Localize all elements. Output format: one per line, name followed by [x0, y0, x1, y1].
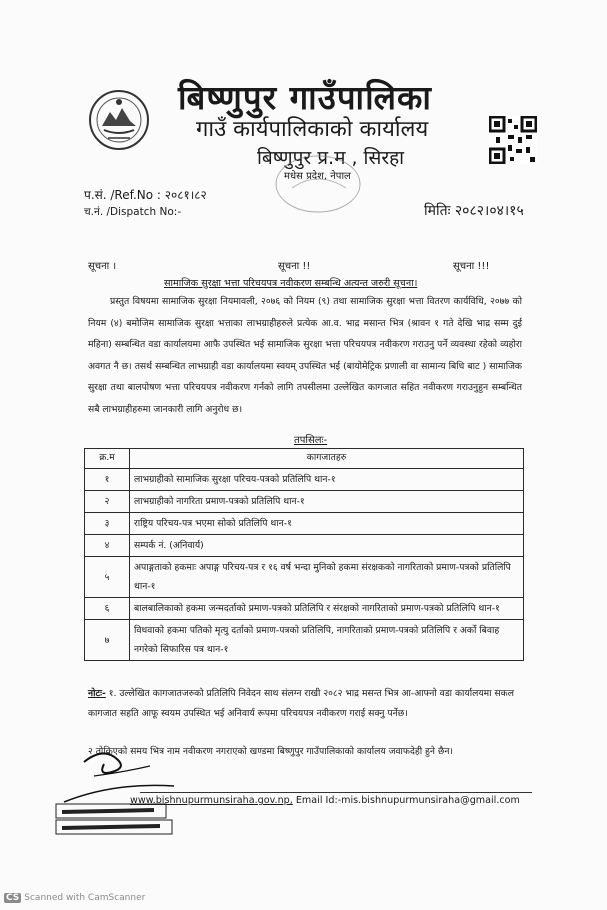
reference-number: [84, 186, 207, 203]
note-line-1: १. उल्लेखित कागजातजरुको प्रतिलिपि निवेदन साथ संलग्न राखी २०८२ भाद्र मसन्त भित्र आ-आफ्नो वडा कार्यालयमा सकल कागजात सहति आफू स्वयम उपस्थित भई अनिवार्य रूपमा परिचयपत्र नवीकरण गराई सक्नु पर्नेछ।: [88, 688, 514, 719]
email-address: Email Id:-mis.bishnupurmunsiraha@gmail.com: [295, 795, 520, 806]
website-link[interactable]: www.bishnupurmunsiraha.gov.np,: [130, 795, 293, 806]
row-serial: ७: [85, 620, 130, 661]
table-row: [85, 469, 524, 491]
office-location: बिष्णुपुर प्र.म , सिरहा: [257, 147, 405, 169]
footer-divider: [140, 792, 532, 793]
notice-word-2: सूचना !!: [278, 261, 311, 272]
table-row: [85, 620, 524, 661]
row-document: लाभग्राहीको सामाजिक सुरक्षा परिचय-पत्रको प्रतिलिपि थान-१: [130, 469, 524, 491]
table-row: [85, 598, 524, 620]
table-row: [85, 513, 524, 535]
office-stamp-icon: [272, 148, 364, 218]
row-serial: ४: [85, 535, 130, 557]
row-serial: २: [85, 491, 130, 513]
province-name: मधेस प्रदेश, नेपाल: [284, 171, 351, 182]
note-label: नोटः-: [88, 688, 106, 699]
note-section: [88, 684, 524, 724]
date-label: मितिः: [424, 203, 451, 219]
documents-table: [84, 448, 524, 661]
qr-code-icon: [489, 116, 537, 164]
header-serial: क्र.म: [85, 449, 130, 469]
details-title: तपसिलः-: [294, 435, 328, 446]
row-serial: ५: [85, 557, 130, 598]
row-serial: ६: [85, 598, 130, 620]
notice-body: प्रस्तुत विषयमा सामाजिक सुरक्षा नियमावली, २०७६ को नियम (९) तथा सामाजिक सुरक्षा भत्ता वितरण कार्यविधि, २०७७ को नियम (४) बमोजिम सामाजिक सुरक्षा भत्ताका लाभग्राहीहरुले प्रत्येक आ.व. भाद्र मसान्त भित्र (श्रावन १ गते देखि भाद्र सम्म दुई महिना) सम्बन्धित वडा कार्यालयमा आफै उपस्थित भई सामाजिक सुरक्षा भत्ता परिचयपत्र नवीकरण गराउनु पर्ने व्यवस्था रहेको व्यहोरा अवगत नै छ। तसर्थ सम्बन्धित लाभग्राही वडा कार्यालयमा स्वयम् उपस्थित भई (बायोमेट्रिक प्रणाली वा सामान्य बिधि बाट ) सामाजिक सुरक्षा तथा बालपोषण भत्ता परिचयपत्र नवीकरण गर्नको लागि तपसीलमा उल्लेखित कागजात सहित नवीकरण गराउनुहुन सम्बन्धित सबै लाभग्राहीहरुमा जानकारी लागि अनुरोध छ।: [88, 296, 522, 415]
office-name: गाउँ कार्यपालिकाको कार्यालय: [196, 117, 429, 142]
row-document: राष्ट्रिय परिचय-पत्र भएमा सोको प्रतिलिपि थान-१: [130, 513, 524, 535]
letter-date: [424, 201, 524, 220]
camscanner-logo-icon: CS: [6, 893, 20, 903]
date-value: २०८२।०४।१५: [454, 203, 524, 219]
row-serial: ३: [85, 513, 130, 535]
municipality-emblem-icon: [88, 88, 150, 152]
table-header-row: [85, 449, 524, 469]
dispatch-number: च.नं. /Dispatch No:-: [84, 206, 182, 218]
row-document: विधवाको हकमा पतिको मृत्यु दर्ताको प्रमाण-पत्रको प्रतिलिपि, नागरिताको प्रमाण-पत्रको प्रतिलिपि र अर्को बिवाह नगरेको सिफारिस पत्र थान-१: [130, 620, 524, 661]
row-document: अपाङ्गताको हकमाः अपाङ्ग परिचय-पत्र र १६ वर्ष भन्दा मुनिको हकमा संरक्षकको नागरिताको प्रमाण-पत्रको प्रतिलिपि थान-१: [130, 557, 524, 598]
row-document: लाभग्राहीको नागरिता प्रमाण-पत्रको प्रतिलिपि थान-१: [130, 491, 524, 513]
scanner-text: Scanned with CamScanner: [24, 893, 146, 903]
ref-label: प.सं. /Ref.No :: [84, 188, 161, 202]
header-documents: कागजातहरु: [130, 449, 524, 469]
row-document: सम्पर्क नं. (अनिवार्य): [130, 535, 524, 557]
row-document: बालबालिकाको हकमा जन्मदर्ताको प्रमाण-पत्रको प्रतिलिपि र संरक्षको नागरिताको प्रमाण-पत्रको प्रतिलिपि थान-१: [130, 598, 524, 620]
ref-value: २०८१।८२: [164, 188, 207, 202]
footer-contact: [130, 795, 520, 806]
scanner-watermark: [4, 893, 145, 903]
note-line-2: २ तोकिएको समय भित्र नाम नवीकरण नगराएको खण्डमा बिष्णुपुर गाउँपालिकाको कार्यालय जवाफदेही हुने छैन।: [88, 746, 453, 757]
notice-subject: सामाजिक सुरक्षा भत्ता परिचयपत्र नवीकरण सम्बन्धि अत्यन्त जरुरी सूचना।: [164, 278, 418, 289]
notice-word-1: सूचना ।: [88, 261, 117, 272]
table-row: [85, 535, 524, 557]
table-row: [85, 557, 524, 598]
table-row: [85, 491, 524, 513]
signature-stamp-icon: [54, 742, 186, 838]
notice-word-3: सूचना !!!: [453, 261, 490, 272]
municipality-name: बिष्णुपुर गाउँपालिका: [178, 78, 432, 117]
row-serial: १: [85, 469, 130, 491]
